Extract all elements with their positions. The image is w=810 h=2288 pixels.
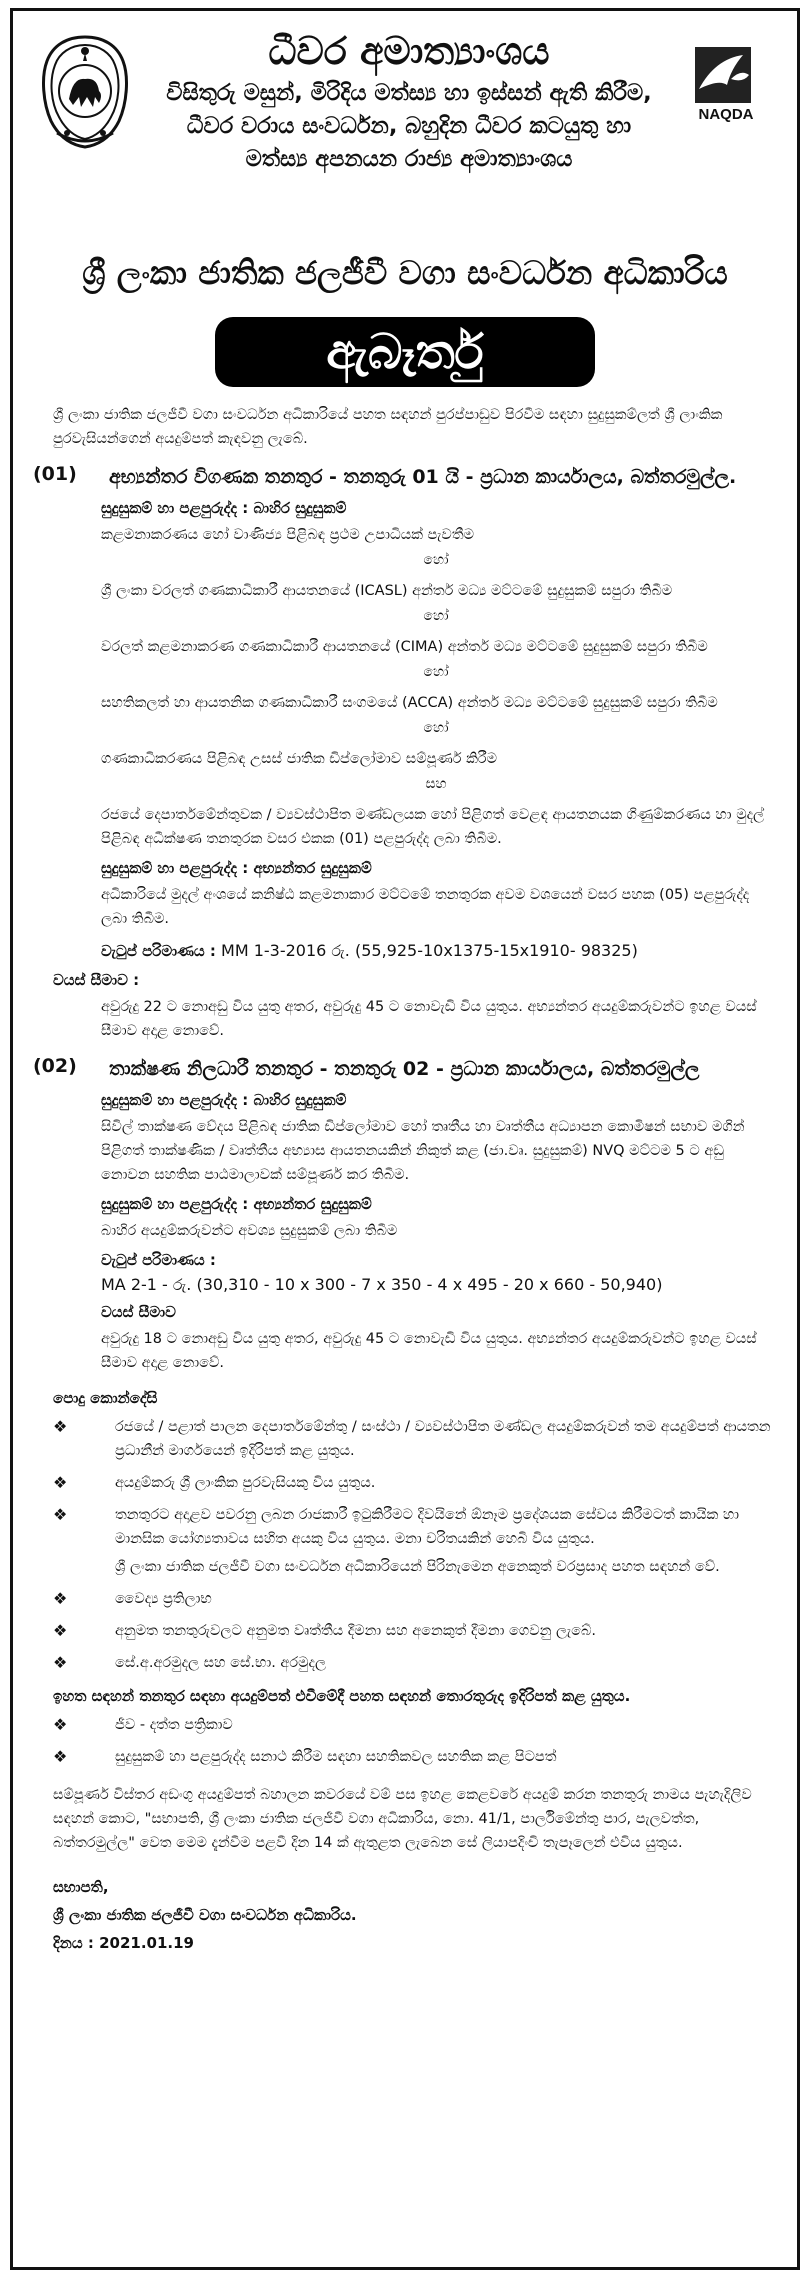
diamond-bullet-icon: ❖ [53,1715,68,1734]
condition-text: සේ.අ.අරමුදල සහ සේ.භා. අරමුදල [115,1655,327,1671]
date-label: දිනය : [53,1934,94,1952]
date-value: 2021.01.19 [99,1934,194,1952]
list-item [27,1415,783,1463]
post-1-body [101,499,771,961]
salary-value: MM 1-3-2016 රු. (55,925-10x1375-15x1910- 98325) [221,941,638,960]
or-separator: හෝ [423,552,449,568]
salary-scale [101,941,771,961]
diamond-bullet-icon: ❖ [53,1417,68,1436]
qualification-option: සහතිකලත් හා ආයතනික ගණකාධිකාරී සංගමයේ (ACCA) අන්තර් මධ්‍ය මට්ටමේ සුදුසුකම් සපුරා තිබීම [101,695,718,711]
sri-lanka-emblem-icon [37,33,133,151]
diamond-bullet-icon: ❖ [53,1747,68,1766]
qualification-text: සිවිල් තාක්ෂණ වේදය පිළිබඳ ජාතික ඩිප්ලෝමාව හෝ තෘතීය හා වෘත්තීය අධ්‍යාපන කොමිෂන් සභාව මගින් පිළිගත් තාක්ෂණික / වෘත්තීය අභ්‍යාස ආයතනයකින් නිකුත් කළ (ජා.වෘ. සුදුසුකම්) NVQ මට්ටම 5 ට අඩු නොවන සහතික පාඨමාලාවක් සම්පූර්ණ කර තිබීම. [101,1119,745,1183]
naqda-fish-icon [681,39,771,129]
post-number: (01) [33,463,77,485]
state-ministry-line: විසිතුරු මසුන්, මිරිදිය මත්ස්‍ය හා ඉස්සන් ඇති කිරීම, [166,80,652,106]
list-item [27,1503,783,1551]
external-qualifications-heading: සුදුසුකම් හා පළපුරුද්ද : බාහිර සුදුසුකම් [101,1091,347,1109]
diamond-bullet-icon: ❖ [53,1473,68,1492]
date-line [53,1929,783,1957]
state-ministry-line: ධීවර වරාය සංවර්ධන, බහුදින ධීවර කටයුතු හා [186,113,632,139]
internal-qualification-text: අධිකාරියේ මුදල් අංශයේ කනිෂ්ඨ කළමනාකාර මට්ටමේ තනතුරක අවම වශයෙන් වසර පහක (05) පළපුරුද්ද ලබා තිබීම. [101,887,750,927]
submission-heading: ඉහත සඳහන් තනතුර සඳහා අයදුම්පත් එවීමේදී පහත සඳහන් තොරතුරුද ඉදිරිපත් කළ යුතුය. [53,1687,631,1705]
benefits-note: ශ්‍රී ලංකා ජාතික ජලජීවී වගා සංවර්ධන අධිකාරියෙන් පිරිනැමෙන අනෙකුත් වරප්‍රසාද පහත සඳහන් වේ. [115,1559,720,1575]
state-ministry-line: මත්ස්‍ය අපනයන රාජ්‍ය අමාත්‍යාංශය [245,146,573,172]
intro-text: ශ්‍රී ලංකා ජාතික ජලජීවී වගා සංවර්ධන අධිකාරියේ පහත සඳහන් පුරප්පාඩුව පිරවීම සඳහා සුදුසුකම්ලත් ශ්‍රී ලාංකික පුරවැසියන්ගෙන් අයදුම්පත් කැඳවනු ලැබේ. [53,407,723,447]
condition-text: රජයේ / පළාත් පාලන දෙපාර්තමේන්තු / සංස්ථා / ව්‍යවස්ථාපිත මණ්ඩල අයදුම්කරුවන් තම අයදුම්පත් ආයතන ප්‍රධානීන් මාර්ගයෙන් ඉදිරිපත් කළ යුතුය. [115,1419,771,1459]
list-item [27,1471,783,1495]
closing-instructions: සම්පූර්ණ විස්තර අඩංගු අයදුම්පත් බහාලන කවරයේ වම් පස ඉහළ කෙළවරේ අයදුම් කරන තනතුරු නාමය පැහැදිලිව සඳහන් කොට, "සභාපති, ශ්‍රී ලංකා ජාතික ජලජීවී වගා අධිකාරිය, නො. 41/1, පාර්ලිමේන්තු පාර, පැලවත්ත, බත්තරමුල්ල" වෙත මෙම දැන්වීම පළවී දින 14 ක් ඇතුළත ලැබෙන සේ ලියාපදිංචි තැපෑලෙන් එවිය යුතුය. [53,1787,752,1851]
list-item [27,1619,783,1643]
general-conditions-heading: පොදු කොන්දේසි [53,1389,158,1407]
salary-label: වැටුප් පරිමාණය : [101,942,216,960]
condition-text: වෛද්‍ය ප්‍රතිලාභ [115,1591,212,1607]
internal-qualifications-heading: සුදුසුකම් හා පළපුරුද්ද : අභ්‍යන්තර සුදුසුකම් [101,859,372,877]
post-1-heading [27,463,783,491]
post-number: (02) [33,1055,77,1077]
diamond-bullet-icon: ❖ [53,1621,68,1640]
advertisement-page [10,8,800,2270]
header [27,19,783,307]
age-limit-label: වයස් සීමාව : [53,971,140,989]
submission-item: සුදුසුකම් හා පළපුරුද්ද සනාථ කිරීම සඳහා සහතිකවල සහතික කළ පිටපත් [115,1749,557,1765]
post-title: අභ්‍යන්තර විගණක තනතුර - තනතුරු 01 යි - ප්‍රධාන කාර්යාලය, බත්තරමුල්ල. [109,466,737,488]
list-item [27,1745,783,1769]
condition-text: අනුමත තනතුරුවලට අනුමත වෘත්තීය දීමනා සහ අනෙකුත් දීමනා ගෙවනු ලැබේ. [115,1623,597,1639]
qualification-option: ශ්‍රී ලංකා වරලත් ගණකාධිකාරී ආයතනයේ (ICASL) අන්තර් මධ්‍ය මට්ටමේ සුදුසුකම් සපුරා තිබීම [101,583,673,599]
signature-block [53,1873,783,1957]
internal-qualifications-heading: සුදුසුකම් හා පළපුරුද්ද : අභ්‍යන්තර සුදුසුකම් [101,1195,372,1213]
post-2-heading [27,1055,783,1083]
salary-value: MA 2-1 - රු. (30,310 - 10 x 300 - 7 x 350 - 4 x 495 - 20 x 660 - 50,940) [101,1275,663,1294]
signatory-org: ශ්‍රී ලංකා ජාතික ජලජීවී වගා සංවර්ධන අධිකාරිය. [53,1906,357,1924]
or-separator: හෝ [423,664,449,680]
diamond-bullet-icon: ❖ [53,1589,68,1608]
qualification-option: ගණකාධිකරණය පිළිබඳ උසස් ජාතික ඩිප්ලෝමාව සම්පූර්ණ කිරීම [101,751,498,767]
submission-item: ජීව - දත්ත පත්‍රිකාව [115,1717,233,1733]
diamond-bullet-icon: ❖ [53,1653,68,1672]
age-limit-label: වයස් සීමාව [101,1303,176,1321]
list-item [27,1651,783,1675]
condition-text: අයදුම්කරු ශ්‍රී ලාංකික පුරවැසියකු විය යුතුය. [115,1475,376,1491]
naqda-logo [681,39,771,129]
post-title: තාක්ෂණ නිලධාරී තනතුර - තනතුරු 02 - ප්‍රධාන කාර්යාලය, බත්තරමුල්ල [109,1058,700,1080]
signatory-title: සභාපති, [53,1878,109,1896]
external-qualifications-heading: සුදුසුකම් හා පළපුරුද්ද : බාහිර සුදුසුකම් [101,499,347,517]
list-item [27,1587,783,1611]
or-separator: හෝ [423,608,449,624]
age-limit-text: අවුරුදු 18 ට නොඅඩු විය යුතු අතර, අවුරුදු 45 ට නොවැඩි විය යුතුය. අභ්‍යන්තර අයදුම්කරුවන්ට ඉහළ වයස් සීමාව අදාළ නොවේ. [101,1331,757,1371]
qualification-option: කළමනාකරණය හෝ වාණිජ්‍ය පිළිබඳ ප්‍රථම උපාධියක් පැවතීම [101,527,475,543]
qualification-option: වරලත් කළමනාකරණ ගණකාධිකාරී ආයතනයේ (CIMA) අන්තර් මධ්‍ය මට්ටමේ සුදුසුකම් සපුරා තිබීම [101,639,708,655]
list-item [27,1713,783,1737]
age-limit-text: අවුරුදු 22 ට නොඅඩු විය යුතු අතර, අවුරුදු 45 ට නොවැඩි විය යුතුය. අභ්‍යන්තර අයදුම්කරුවන්ට ඉහළ වයස් සීමාව අදාළ නොවේ. [101,999,757,1039]
authority-name: ශ්‍රී ලංකා ජාතික ජලජීවී වගා සංවර්ධන අධිකාරිය [82,254,728,292]
experience-requirement: රජයේ දෙපාර්තමේන්තුවක / ව්‍යවස්ථාපිත මණ්ඩලයක හෝ පිළිගත් වෙළඳ ආයතනයක ගිණුම්කරණය හා මුදල් පිළිබඳ අධීක්ෂණ තනතුරක වසර එකක (01) පළපුරුද්ද ලබා තිබීම. [101,807,765,847]
internal-qualification-text: බාහිර අයදුම්කරුවන්ට අවශ්‍ය සුදුසුකම් ලබා තිබීම [101,1223,398,1239]
naqda-logo-text: NAQDA [698,106,754,123]
post-2-body [101,1091,771,1375]
condition-text: තනතුරට අදාළව පවරනු ලබන රාජකාරී ඉටුකිරීමට දිවයිනේ ඕනෑම ප්‍රදේශයක සේවය කිරීමටත් කායික හා මානසික යෝග්‍යතාවය සහිත අයකු විය යුතුය. මනා චරිතයකින් හෙබි විය යුතුය. [115,1507,740,1547]
ministry-name: ධීවර අමාත්‍යාංශය [268,29,550,73]
or-separator: හෝ [423,720,449,736]
vacancies-banner: ඇබෑර්තු [215,317,595,387]
and-separator: සහ [425,776,447,792]
diamond-bullet-icon: ❖ [53,1505,68,1524]
salary-label: වැටුප් පරිමාණය : [101,1251,216,1269]
